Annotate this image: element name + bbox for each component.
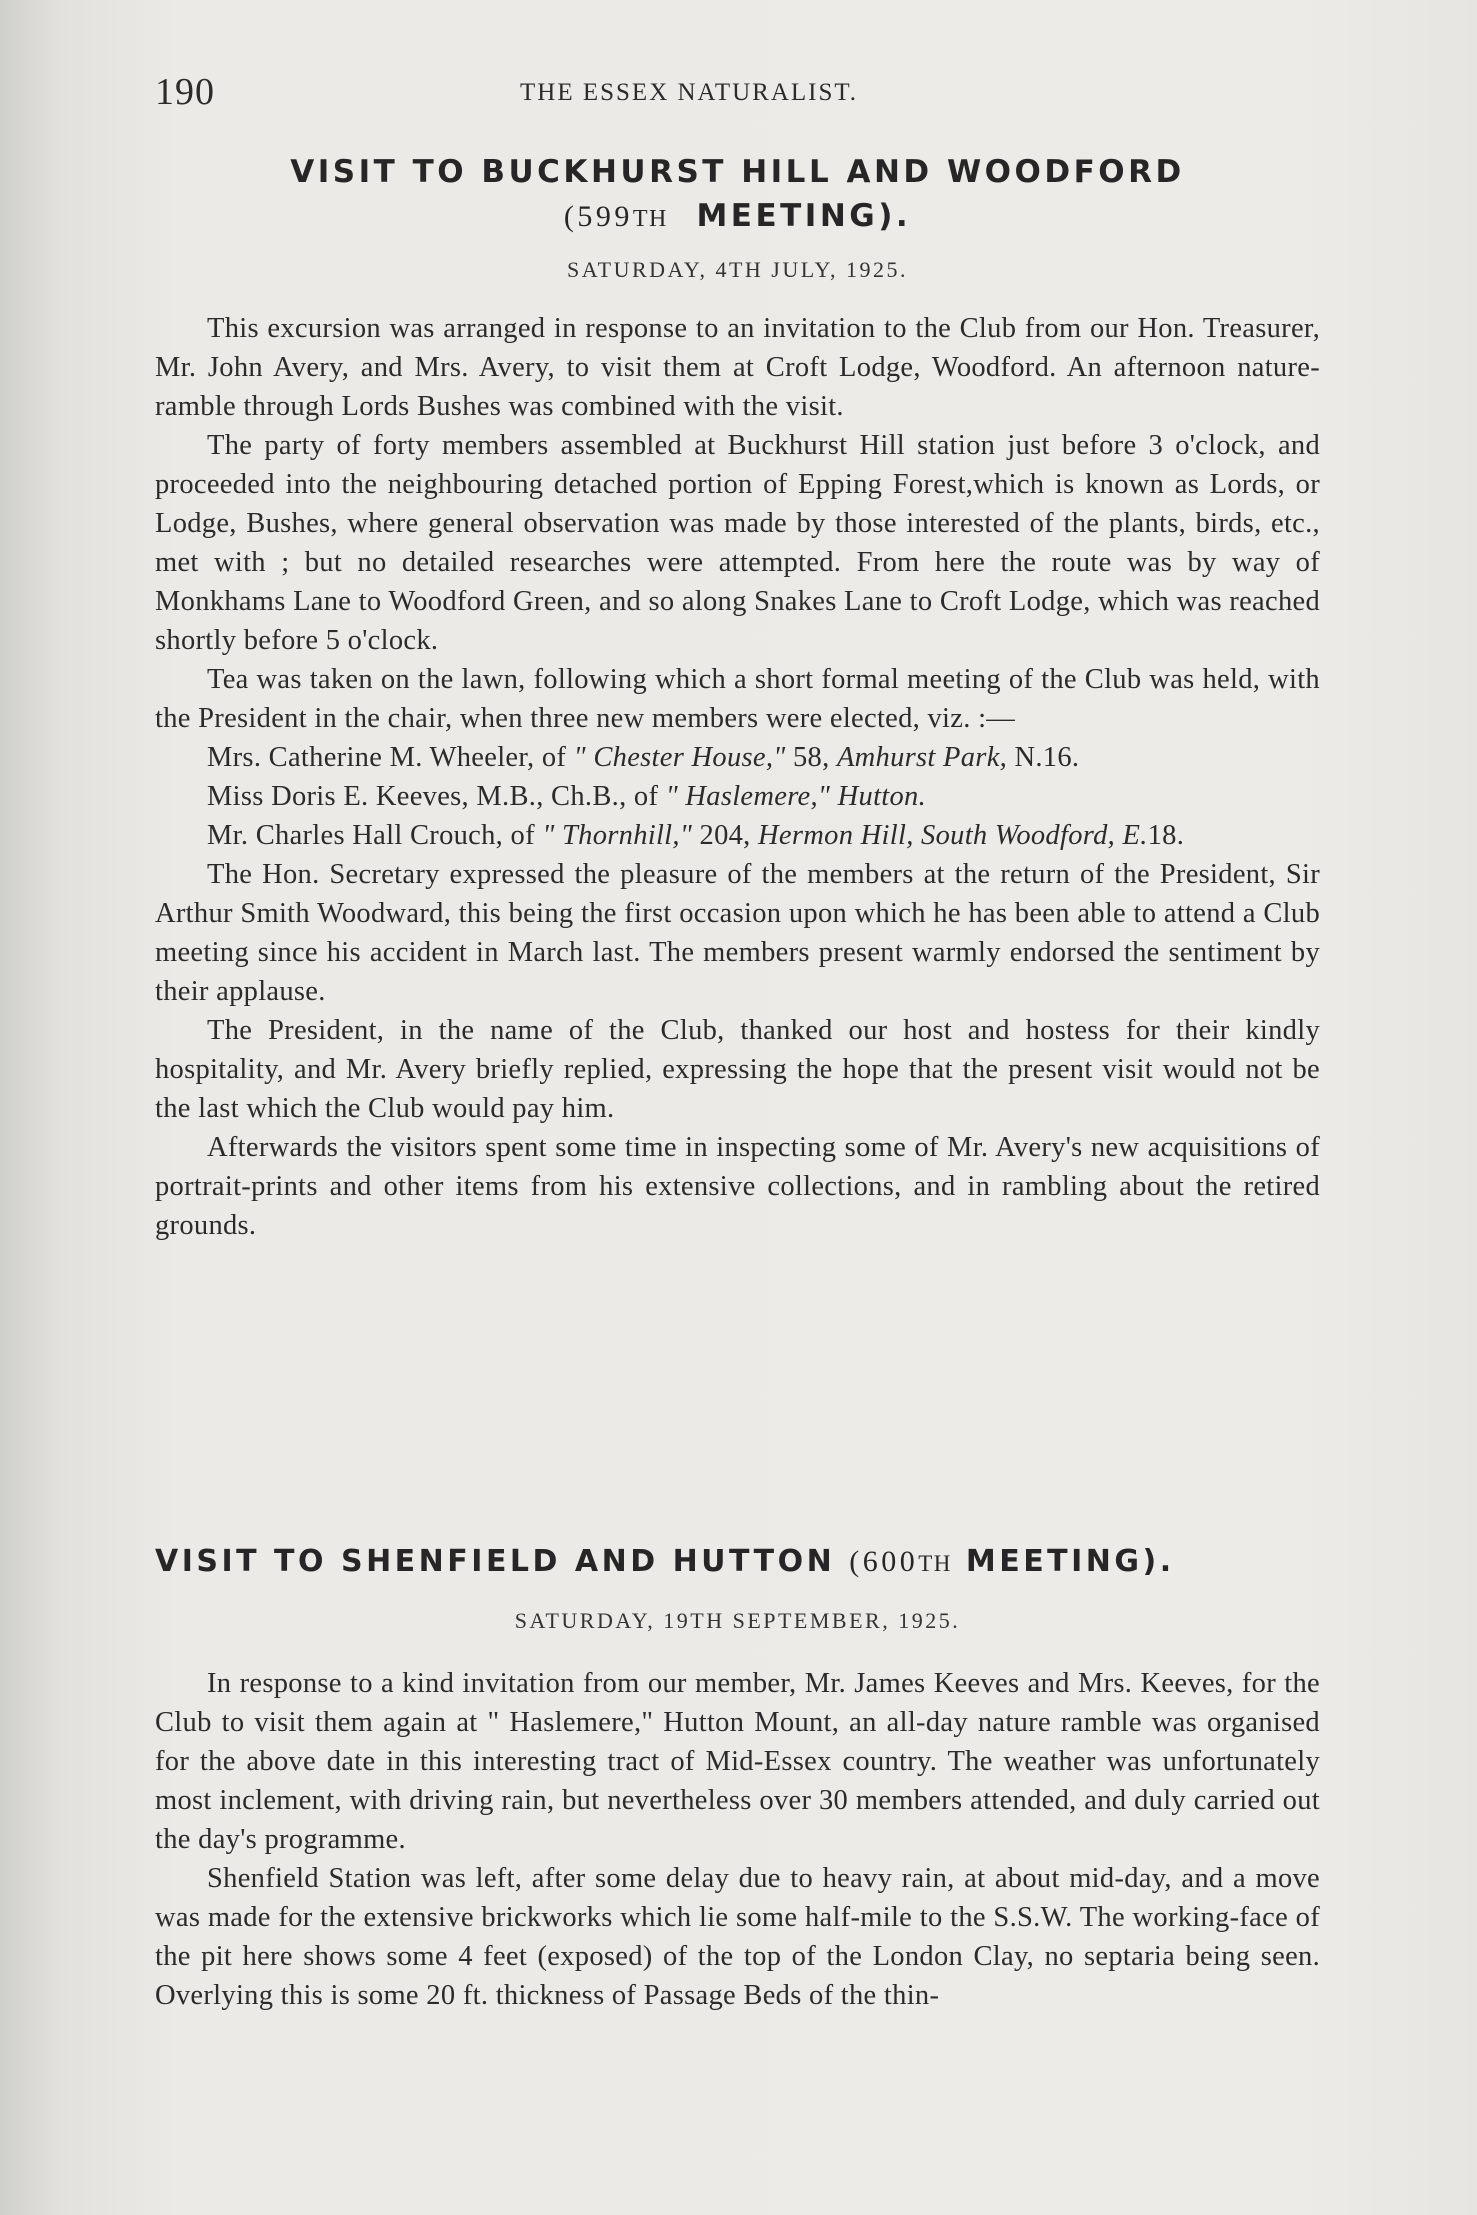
article-title-line2 (155, 194, 1320, 241)
paragraph: In response to a kind invitation from our member, Mr. James Keeves and Mrs. Keeves, for the Club to visit them again at " Haslemere," Hutton Mount, an all-day nature ramble was organised for the above date in this interesting tract of Mid-Essex country. The weather was unfortunately most inclement, with driving rain, but nevertheless over 30 members attended, and duly carried out the day's programme. (155, 1668, 1320, 1855)
article-date: SATURDAY, 4TH JULY, 1925. (566, 257, 909, 282)
meeting-label: MEETING). (696, 198, 912, 234)
article-date: SATURDAY, 19TH SEPTEMBER, 1925. (514, 1608, 961, 1633)
meeting-number: (600 (849, 1545, 919, 1578)
paragraph: Tea was taken on the lawn, following which a short formal meeting of the Club was held, with the President in the chair, when three new members were elected, viz. :— (155, 664, 1320, 734)
paragraph: The Hon. Secretary expressed the pleasure of the members at the return of the President, Sir Arthur Smith Woodward, this being the first occasion upon which he has been able to attend a Club meeting since his accident in March last. The members present warmly endorsed the sentiment by their applause. (155, 859, 1320, 1007)
meeting-number: (599 (563, 200, 633, 233)
paragraph: This excursion was arranged in response to an invitation to the Club from our Hon. Treasurer, Mr. John Avery, and Mrs. Avery, to visit them at Croft Lodge, Woodford. An afternoon nature-ramble through Lords Bushes was combined with the visit. (155, 313, 1320, 422)
paragraph: The President, in the name of the Club, thanked our host and hostess for their kindly hospitality, and Mr. Avery briefly replied, expressing the hope that the present visit would not be the last which the Club would pay him. (155, 1015, 1320, 1124)
new-member-entry: Mr. Charles Hall Crouch, of " Thornhill," 204, Hermon Hill, South Woodford, E.18. (207, 820, 1185, 851)
meeting-label: MEETING). (965, 1544, 1175, 1579)
meeting-number-suffix: TH (632, 206, 668, 232)
article-title-line1: VISIT TO BUCKHURST HILL AND WOODFORD (290, 154, 1185, 190)
meeting-number-suffix: TH (918, 1551, 952, 1576)
article-shenfield-hutton (155, 1540, 1320, 2015)
new-member-entry: Miss Doris E. Keeves, M.B., Ch.B., of " Haslemere," Hutton. (207, 781, 927, 812)
page-header (155, 70, 1325, 120)
paragraph: The party of forty members assembled at Buckhurst Hill station just before 3 o'clock, and proceeded into the neighbouring detached portion of Epping Forest,which is known as Lords, or Lodge, Bushes, where general observation was made by those interested of the plants, birds, etc., met with ; but no detailed researches were attempted. From here the route was by way of Monkhams Lane to Woodford Green, and so along Snakes Lane to Croft Lodge, which was reached shortly before 5 o'clock. (155, 430, 1320, 656)
new-member-entry: Mrs. Catherine M. Wheeler, of " Chester House," 58, Amhurst Park, N.16. (207, 742, 1080, 773)
running-head: THE ESSEX NATURALIST. (520, 79, 859, 106)
paragraph: Afterwards the visitors spent some time in inspecting some of Mr. Avery's new acquisitions of portrait-prints and other items from his extensive collections, and in rambling about the retired grounds. (155, 1132, 1320, 1241)
article-buckhurst-hill (155, 150, 1320, 1245)
article-title-main: VISIT TO SHENFIELD AND HUTTON (155, 1544, 836, 1579)
page-number: 190 (155, 71, 215, 113)
article-title (155, 1540, 1320, 1586)
article-title (155, 150, 1320, 241)
paragraph: Shenfield Station was left, after some delay due to heavy rain, at about mid-day, and a move was made for the extensive brickworks which lie some half-mile to the S.S.W. The working-face of the pit here shows some 4 feet (exposed) of the top of the London Clay, no septaria being seen. Overlying this is some 20 ft. thickness of Passage Beds of the thin- (155, 1863, 1320, 2011)
